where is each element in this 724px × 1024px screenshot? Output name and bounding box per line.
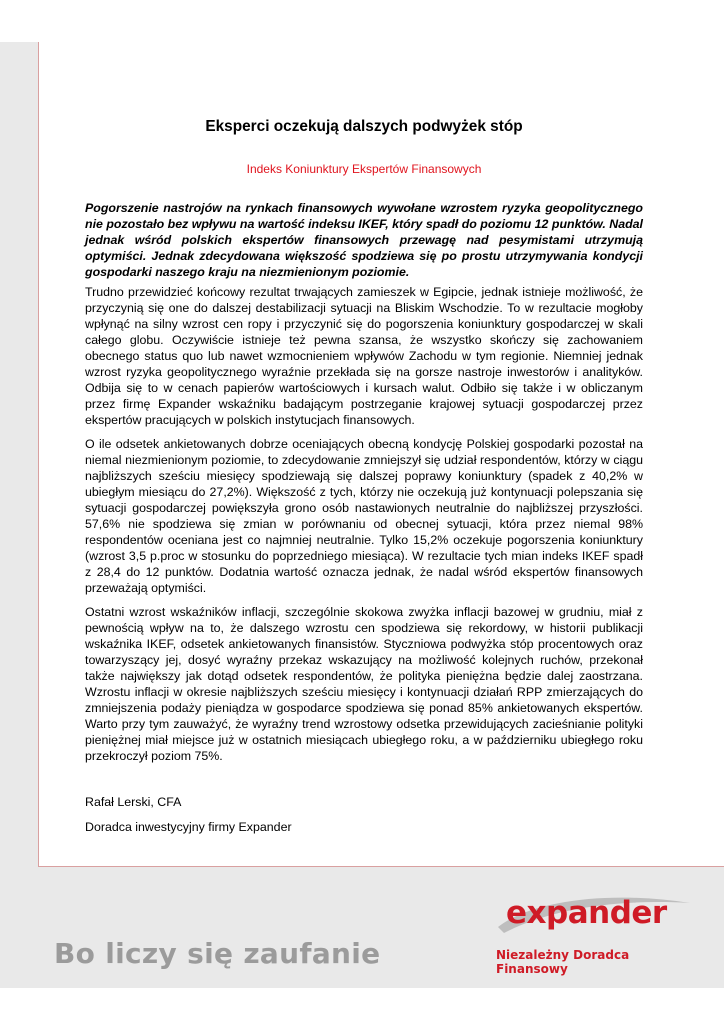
article-subtitle: Indeks Koniunktury Ekspertów Finansowych <box>246 162 482 176</box>
article-lead: Pogorszenie nastrojów na rynkach finansowych wywołane wzrostem ryzyka geopolitycznego nie pozostało bez wpływu na wartość indeksu IKEF, który spadł do poziomu 12 punktów. Nadal jednak wśród polskich ekspertów finansowych przewagę nad pesymistami utrzymują optymiści. Jednak zdecydowana większość spodziewa się po prostu utrzymywania kondycji gospodarki naszego kraju na niezmienionym poziomie. <box>85 201 643 279</box>
article <box>85 117 643 844</box>
logo-tagline: Niezależny Doradca Finansowy <box>496 948 630 976</box>
article-title: Eksperci oczekują dalszych podwyżek stóp <box>205 118 523 135</box>
article-paragraph: Ostatni wzrost wskaźników inflacji, szczególnie skokowa zwyżka inflacji bazowej w grudniu, miał z pewnością wpływ na to, że dalszego wzrostu cen spodziewa się rekordowy, w historii publikacji wskaźnika IKEF, odsetek ankietowanych finansistów. Styczniowa podwyżka stóp procentowych oraz towarzyszący jej, dosyć wyraźny przekaz wskazujący na możliwość kolejnych ruchów, przekonał także największy jak dotąd odsetek respondentów, że polityka pieniężna będzie dalej zaostrzana. Wzrostu inflacji w okresie najbliższych sześciu miesięcy i kontynuacji działań RPP zmierzających do zmniejszenia podaży pieniądza w gospodarce spodziewa się ponad 85% ankietowanych ekspertów. Warto przy tym zauważyć, że wyraźny trend wzrostowy odsetka przewidujących zacieśnianie polityki pieniężnej miał miejsce już w ostatnich miesiącach ubiegłego roku, a w październiku ubiegłego roku przekroczył poziom 75%. <box>85 605 643 763</box>
article-paragraph: Trudno przewidzieć końcowy rezultat trwających zamieszek w Egipcie, jednak istnieje możliwość, że przyczynią się one do dalszej destabilizacji sytuacji na Bliskim Wschodzie. To w rezultacie mogłoby wpłynąć na silny wzrost cen ropy i przyczynić się do pogorszenia koniunktury gospodarczej w skali całego globu. Oczywiście istnieje też pewna szansa, że wszystko skończy się zachowaniem obecnego status quo lub nawet wzmocnieniem wpływów Zachodu w tym regionie. Niemniej jednak wzrost ryzyka geopolitycznego wyraźnie przekłada się na gorsze nastroje inwestorów i analityków. Odbija się to w cenach papierów wartościowych i kursach walut. Odbiło się także i w obliczanym przez firmę Expander wskaźniku badającym postrzeganie krajowej sytuacji gospodarczej przez ekspertów pracujących w polskich instytucjach finansowych. <box>85 285 643 427</box>
logo-wordmark: expander <box>506 895 667 931</box>
author-name: Rafał Lerski, CFA <box>85 795 182 809</box>
author-role: Doradca inwestycyjny firmy Expander <box>85 820 292 834</box>
page-top-margin <box>0 0 724 42</box>
article-paragraph: O ile odsetek ankietowanych dobrze oceniających obecną kondycję Polskiej gospodarki pozostał na niemal niezmienionym poziomie, to zdecydowanie zmniejszył się udział respondentów, którzy w ciągu najbliższych sześciu miesięcy spodziewają się dalszej poprawy koniunktury (spadek z 40,2% w ubiegłym miesiącu do 27,2%). Większość z tych, którzy nie oczekują już kontynuacji polepszania się sytuacji gospodarczej powiększyła grono osób nastawionych neutralnie do najbliższej przyszłości. 57,6% nie spodziewa się zmian w porównaniu od obecnej sytuacji, która przez niemal 98% respondentów oceniana jest co najmniej neutralnie. Tylko 15,2% oczekuje pogorszenia koniunktury (wzrost 3,5 p.proc w stosunku do poprzedniego miesiąca). W rezultacie tych mian indeks IKEF spadł z 28,4 do 12 punktów. Dodatnia wartość oznacza jednak, że nadal wśród ekspertów finansowych przeważają optymiści. <box>85 437 643 595</box>
expander-logo <box>494 893 694 976</box>
page-bottom-margin <box>0 988 724 1024</box>
footer-slogan: Bo liczy się zaufanie <box>54 937 381 970</box>
